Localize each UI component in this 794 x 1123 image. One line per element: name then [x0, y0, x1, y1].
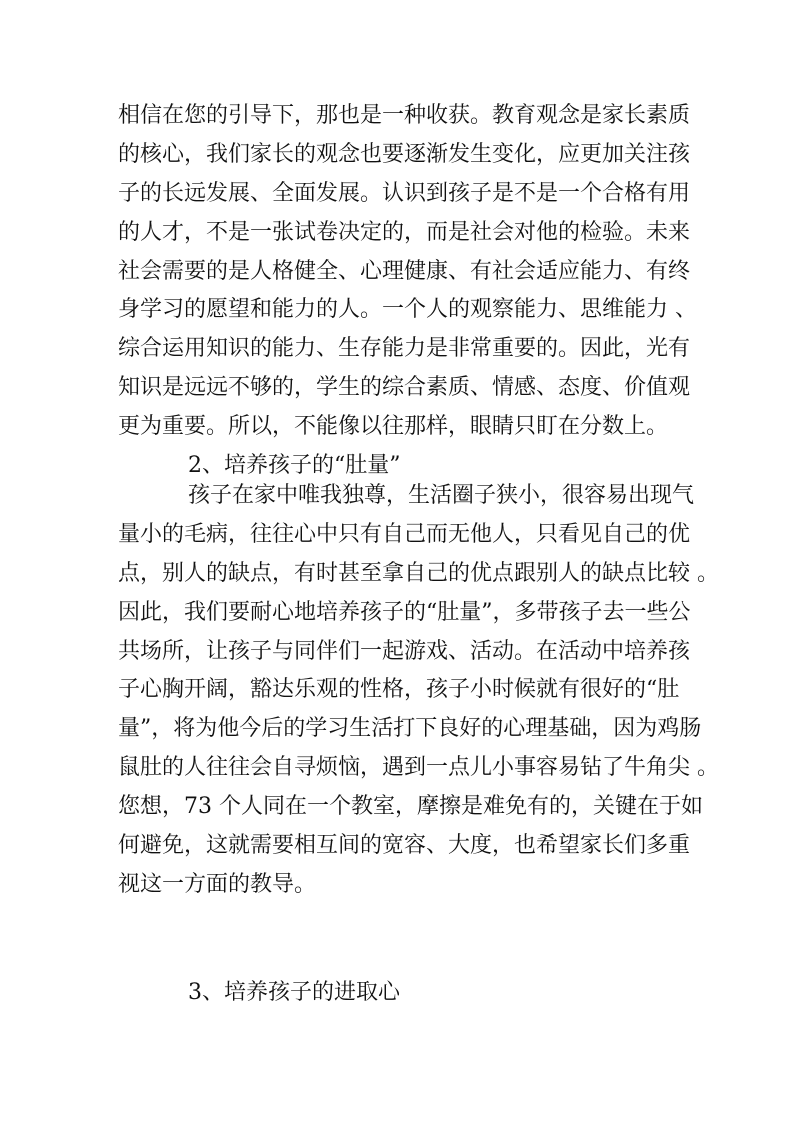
- text-line: 您想，73 个人同在一个教室，摩擦是难免有的，关键在于如: [118, 794, 703, 820]
- text-line: 子的长远发展、全面发展。认识到孩子是不是一个合格有用: [118, 180, 691, 206]
- text-line: 因此，我们要耐心地培养孩子的“肚量”，多带孩子去一些公: [118, 599, 691, 625]
- text-line: 相信在您的引导下，那也是一种收获。教育观念是家长素质: [118, 103, 691, 128]
- text-line: 孩子在家中唯我独尊，生活圈子狭小，很容易出现气: [188, 483, 695, 508]
- text-line: 量小的毛病，往往心中只有自己而无他人，只看见自己的优: [118, 521, 691, 547]
- text-line: 更为重要。所以，不能像以往那样，眼睛只盯在分数上。: [118, 414, 669, 440]
- text-line: 量”，将为他今后的学习生活打下良好的心理基础，因为鸡肠: [118, 716, 702, 742]
- text-line: 的人才，不是一张试卷决定的，而是社会对他的检验。未来: [118, 219, 691, 245]
- text-line: 鼠肚的人往往会自寻烦恼，遇到一点儿小事容易钻了牛角尖 。: [118, 755, 719, 781]
- text-line: 身学习的愿望和能力的人。一个人的观察能力、思维能力 、: [118, 297, 697, 323]
- text-line: 综合运用知识的能力、生存能力是非常重要的。因此，光有: [118, 336, 691, 362]
- text-line: 知识是远远不够的，学生的综合素质、情感、态度、价值观: [118, 375, 691, 401]
- text-line: 的核心，我们家长的观念也要逐渐发生变化，应更加关注孩: [118, 141, 691, 167]
- text-line: 点，别人的缺点，有时甚至拿自己的优点跟别人的缺点比较 。: [118, 560, 719, 586]
- text-line: 视这一方面的教导。: [118, 871, 317, 897]
- paragraph-ambition: [118, 974, 688, 1013]
- paragraph-education-concepts: [118, 97, 697, 486]
- text-line: 共场所，让孩子与同伴们一起游戏、活动。在活动中培养孩: [118, 638, 691, 664]
- section-heading-2: 2、培养孩子的“肚量”: [188, 453, 401, 479]
- paragraph-tolerance: [118, 477, 719, 905]
- text-line: 何避免，这就需要相互间的宽容、大度，也希望家长们多重: [118, 833, 691, 859]
- section-heading-3: 3、培养孩子的进取心: [188, 980, 400, 1005]
- text-line: 社会需要的是人格健全、心理健康、有社会适应能力、有终: [118, 258, 691, 284]
- text-line: 子心胸开阔，豁达乐观的性格，孩子小时候就有很好的“肚: [118, 677, 680, 703]
